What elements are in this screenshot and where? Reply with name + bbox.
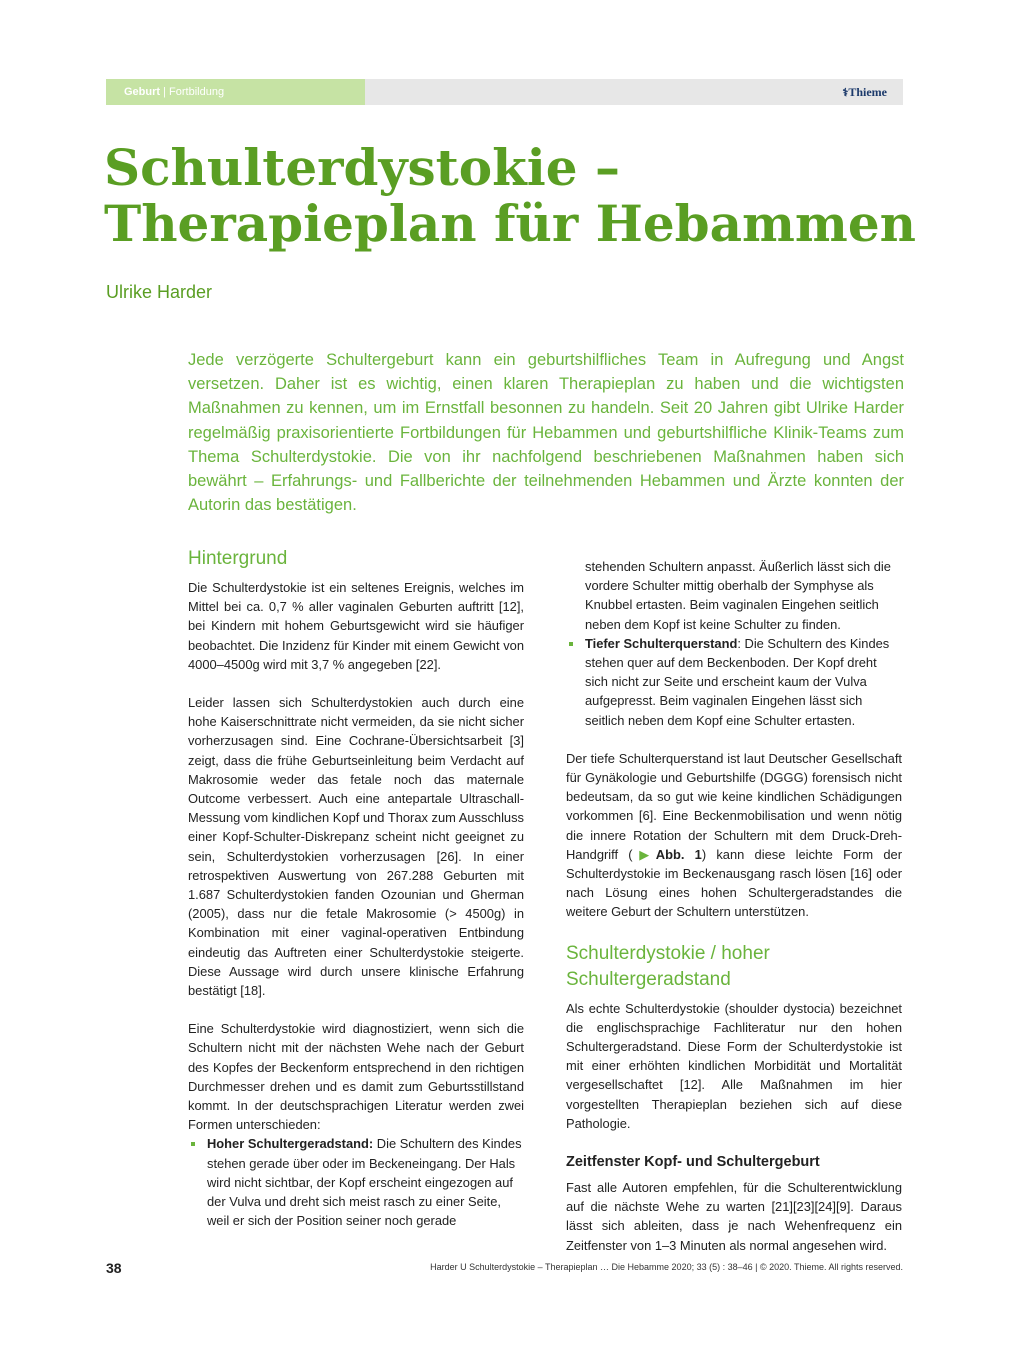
bullet-text: Die Schultern des Kindes stehen gerade über oder im Beckeneingang. Der Hals wird nicht sichtbar, der Kopf erscheint eingezogen auf der Vulva und dreht sich meist rasch zu einer Seite, weil er sich der Position seiner noch gerade [207, 1136, 522, 1229]
list-item [566, 634, 902, 730]
bullet-term: Tiefer Schulterquerstand [585, 635, 738, 651]
paragraph-text: ) kann diese leichte Form der Schulterdystokie im Beckenausgang rasch lösen [16] oder nach Lösung eines hohen Schultergeradstandes die weitere Geburt der Schultern unterstützen. [566, 846, 903, 920]
publisher-logo [842, 79, 887, 105]
paragraph: Als echte Schulterdystokie (shoulder dystocia) bezeichnet die englischsprachige Fachliteratur nur den hohen Schultergeradstand. Diese Form der Schulterdystokie ist mit einer erhöhten kindlichen Morbidität und Mortalität vergesellschaftet [12]. Alle Maßnahmen im hier vorgestellten Therapieplan beziehen sich auf diese Pathologie. [566, 1000, 902, 1131]
title-line-2: Therapieplan für Hebammen [104, 194, 916, 253]
section-label [106, 79, 365, 105]
citation-line: Harder U Schulterdystokie – Therapieplan … Die Hebamme 2020; 33 (5) : 38–46 | © 2020. Thieme. All rights reserved. [430, 1262, 903, 1272]
column-left [188, 546, 524, 1250]
page-number: 38 [106, 1260, 122, 1276]
bullet-list [566, 634, 902, 730]
paragraph: Leider lassen sich Schulterdystokien auch durch eine hohe Kaiserschnittrate nicht vermeiden, da sie nicht sicher vorherzusagen sind. Eine Cochrane-Übersichtsarbeit [3] zeigt, dass die frühe Geburtseinleitung beim Verdacht auf Makrosomie weder das fetale noch das maternale Outcome verbessert. Auch eine antepartale Ultraschall-Messung vom kindlichen Kopf und Thorax zum Ausschluss einer Kopf-Schulter-Diskrepanz scheint nicht geeignet zu sein, Schulterdystokien vorherzusagen [26]. In einer retrospektiven Auswertung von 267.288 Geburten mit 1.687 Schulterdystokien fanden Ozounian und Gherman (2005), dass nur die fetale Makrosomie (> 4500g) in Kombination mit einer vaginal-operativen Entbindung eindeutig das Auftreten einer Schulterdystokie steigerte. Diese Aussage wird durch unsere klinische Erfahrung bestätigt [18]. [188, 695, 524, 999]
figure-reference-link[interactable]: Abb. 1 [655, 846, 702, 862]
figure-ref-arrow-icon: ▶ [632, 846, 656, 862]
bullet-list [188, 1134, 524, 1230]
section-heading-hintergrund: Hintergrund [188, 548, 288, 569]
section-name: Geburt [124, 86, 161, 98]
thieme-logo-icon: ⚕ [842, 87, 849, 99]
lead-paragraph: Jede verzögerte Schultergeburt kann ein geburtshilfliches Team in Aufregung und Angst versetzen. Daher ist es wichtig, einen klaren Therapieplan zu haben und die wichtigsten Maßnahmen zu kennen, um im Ernstfall besonnen zu handeln. Seit 20 Jahren gibt Ulrike Harder regelmäßig praxisorientierte Fortbildungen für Hebammen und geburtshilfliche Klinik-Teams zum Thema Schulterdystokie. Die von ihr nachfolgend beschriebenen Maßnahmen haben sich bewährt – Erfahrungs- und Fallberichte der teilnehmenden Hebammen und Ärzte konnten der Autorin das bestätigen. [188, 351, 904, 515]
subheading-zeitfenster: Zeitfenster Kopf- und Schultergeburt [566, 1154, 820, 1171]
author-name: Ulrike Harder [106, 282, 213, 302]
bullet-continuation: stehenden Schultern anpasst. Äußerlich lässt sich die vordere Schulter mittig oberhalb der Symphyse als Knubbel ertasten. Beim vaginalen Eingehen seitlich neben dem Kopf ist keine Schulter zu finden. [585, 559, 891, 632]
article-title [104, 140, 924, 252]
paragraph-text: Der tiefe Schulterquerstand ist laut Deutscher Gesellschaft für Gynäkologie und Geburtshilfe (DGGG) forensisch nicht bedeutsam, da so gut wie keine kindlichen Schädigungen vorkommen [6]. Eine Beckenmobilisation und wenn nötig die innere Rotation der Schultern mit dem Druck-Dreh-Handgriff ( [566, 750, 902, 862]
paragraph: Die Schulterdystokie ist ein seltenes Ereignis, welches im Mittel bei ca. 0,7 % aller vaginalen Geburten auftritt [12], bei Kindern mit hohem Geburtsgewicht wird sie häufiger beobachtet. Die Inzidenz für Kinder mit einem Gewicht von 4000–4500g wird mit 3,7 % angegeben [22]. [188, 580, 524, 672]
list-item [188, 1134, 524, 1230]
subsection-name: Fortbildung [169, 86, 225, 98]
bullet-term: Hoher Schultergeradstand: [207, 1136, 374, 1152]
paragraph: Fast alle Autoren empfehlen, für die Schulterentwicklung auf die nächste Wehe zu warten [21][23][24][9]. Daraus lässt sich ableiten, dass je nach Wehenfrequenz ein Zeitfenster von 1–3 Minuten als normal angesehen wird. [566, 1180, 902, 1253]
paragraph [566, 749, 902, 922]
title-line-1: Schulterdystokie – [104, 138, 620, 197]
publisher-name: Thieme [848, 85, 887, 99]
section-separator: | [163, 86, 166, 98]
page-footer [106, 1260, 903, 1280]
paragraph: Eine Schulterdystokie wird diagnostiziert, wenn sich die Schultern nicht mit der nächsten Wehe nach der Geburt des Kopfes der Beckenform entsprechend in den richtigen Durchmesser drehen und es damit zum Geburtsstillstand kommt. In der deutschsprachigen Literatur werden zwei Formen unterschieden: [188, 1021, 524, 1133]
column-right [566, 557, 902, 1274]
section-heading-schulterdystokie: Schulterdystokie / hoher Schultergeradstand [566, 942, 770, 990]
header-bar [106, 79, 903, 105]
bullet-text: : Die Schultern des Kindes stehen quer auf dem Beckenboden. Der Kopf dreht sich nicht zur Seite und erscheint kaum der Vulva aufgepresst. Beim vaginalen Eingehen lässt sich seitlich neben dem Kopf eine Schulter ertasten. [585, 635, 890, 728]
